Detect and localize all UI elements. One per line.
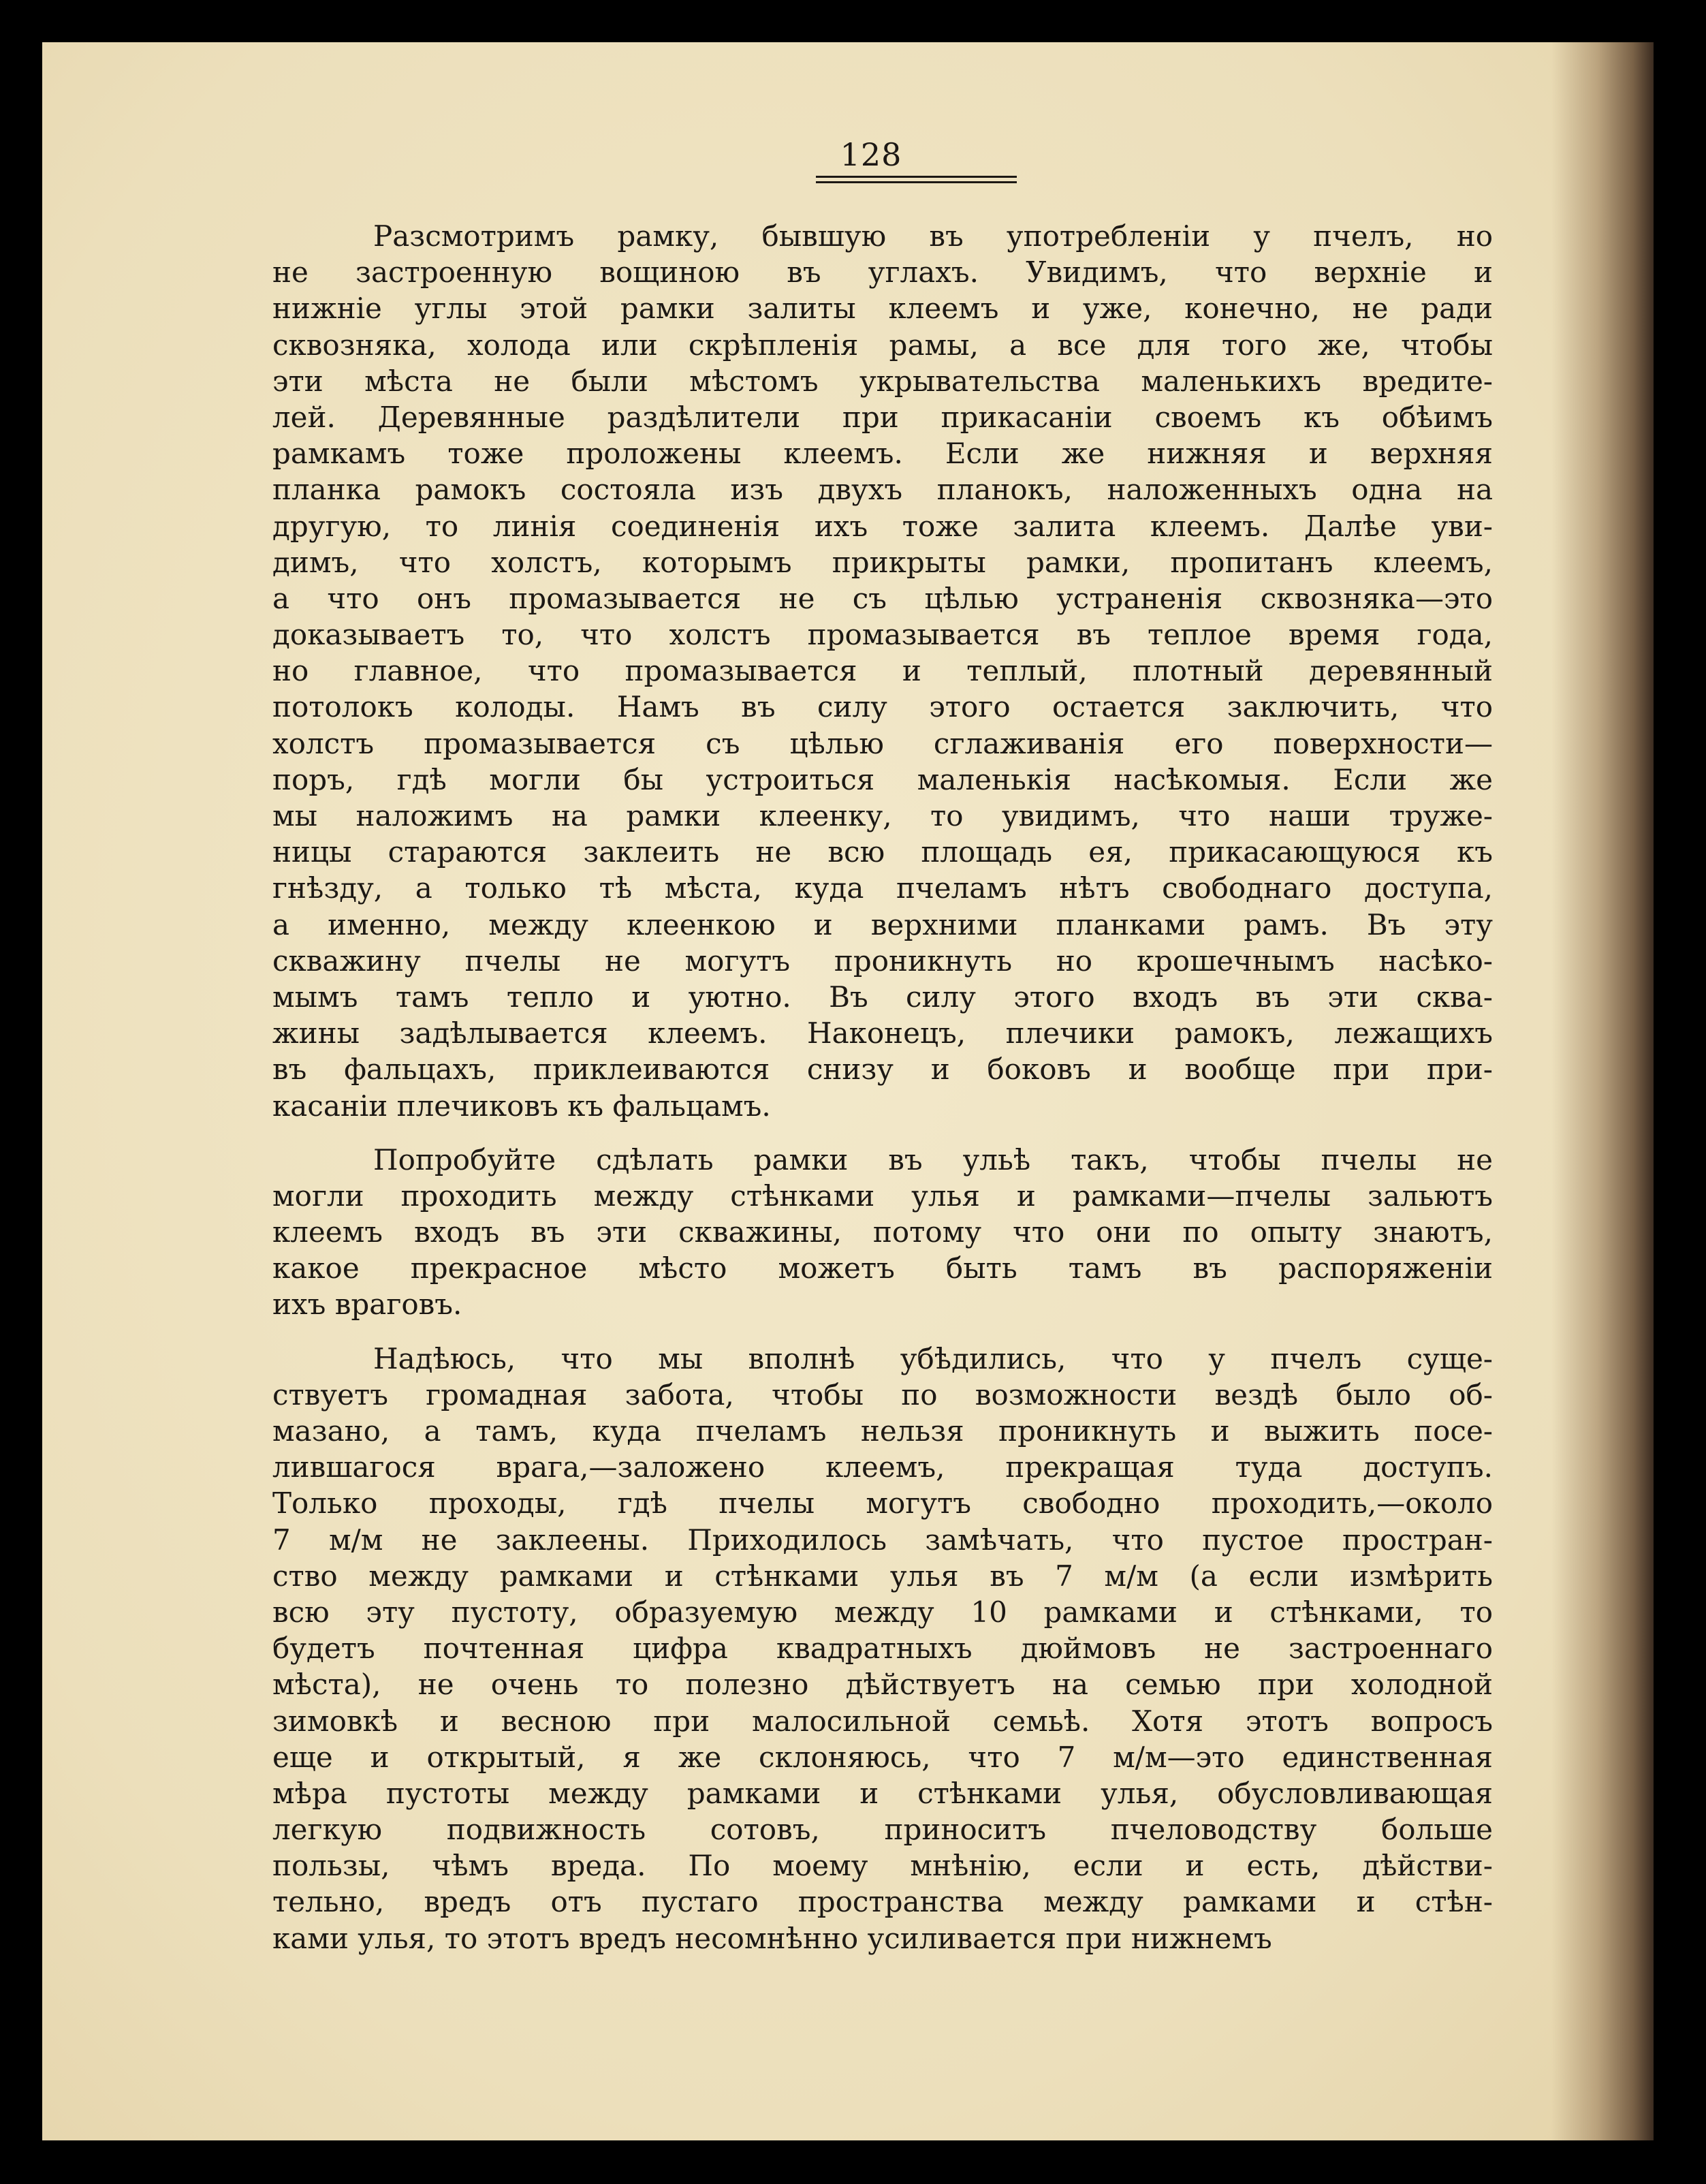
text-line: Попробуйте сдѣлать рамки въ ульѣ такъ, чтобы пчелы не: [373, 1142, 1493, 1176]
text-line: Надѣюсь, что мы вполнѣ убѣдились, что у пчелъ суще-: [373, 1341, 1493, 1375]
text-line: могли проходить между стѣнками улья и рамками—пчелы зальютъ: [272, 1179, 1493, 1213]
page-gutter-shadow: [1551, 42, 1654, 2140]
text-line: какое прекрасное мѣсто можетъ быть тамъ въ распоряженіи: [272, 1251, 1493, 1285]
text-line: мазано, а тамъ, куда пчеламъ нельзя проникнуть и выжить посе-: [272, 1414, 1493, 1448]
text-line: ство между рамками и стѣнками улья въ 7 м/м (а если измѣрить: [272, 1559, 1493, 1593]
text-line: сквозняка, холода или скрѣпленія рамы, а все для того же, чтобы: [272, 328, 1493, 362]
text-line: мымъ тамъ тепло и уютно. Въ силу этого входъ въ эти сква-: [272, 980, 1493, 1014]
text-line: нижніе углы этой рамки залиты клеемъ и уже, конечно, не ради: [272, 292, 1493, 326]
text-line: Только проходы, гдѣ пчелы могутъ свободно проходить,—около: [272, 1486, 1493, 1520]
text-line: но главное, что промазывается и теплый, плотный деревянный: [272, 654, 1493, 688]
text-line: 7 м/м не заклеены. Приходилось замѣчать, что пустое простран-: [272, 1523, 1493, 1557]
body-text: [272, 218, 1493, 1956]
paragraph: [272, 1341, 1493, 1956]
text-line: ницы стараются заклеить не всю площадь ея, прикасающуюся къ: [272, 835, 1493, 869]
paragraph: [272, 218, 1493, 1124]
text-line: а именно, между клеенкою и верхними планками рамъ. Въ эту: [272, 907, 1493, 941]
page-number: 128: [840, 136, 902, 173]
text-line: доказываетъ то, что холстъ промазывается въ теплое время года,: [272, 618, 1493, 652]
text-line: поръ, гдѣ могли бы устроиться маленькія насѣкомыя. Если же: [272, 762, 1493, 796]
text-line: потолокъ колоды. Намъ въ силу этого остается заключить, что: [272, 690, 1493, 724]
text-line: будетъ почтенная цифра квадратныхъ дюймовъ не застроеннаго: [272, 1632, 1493, 1666]
text-line: мы наложимъ на рамки клеенку, то увидимъ, что наши труже-: [272, 799, 1493, 832]
text-line: скважину пчелы не могутъ проникнуть но крошечнымъ насѣко-: [272, 943, 1493, 978]
text-line: эти мѣста не были мѣстомъ укрывательства маленькихъ вредите-: [272, 364, 1493, 398]
text-line: жины задѣлывается клеемъ. Наконецъ, плечики рамокъ, лежащихъ: [272, 1016, 1493, 1050]
paragraph-gap: [272, 1323, 1493, 1341]
text-line: мѣста), не очень то полезно дѣйствуетъ на семью при холодной: [272, 1668, 1493, 1702]
text-line: зимовкѣ и весною при малосильной семьѣ. Хотя этотъ вопросъ: [272, 1704, 1493, 1738]
text-line: пользы, чѣмъ вреда. По моему мнѣнію, если и есть, дѣйстви-: [272, 1849, 1493, 1883]
text-line: всю эту пустоту, образуемую между 10 рамками и стѣнками, то: [272, 1595, 1493, 1629]
text-line: клеемъ входъ въ эти скважины, потому что они по опыту знаютъ,: [272, 1215, 1493, 1249]
book-page: [42, 42, 1654, 2140]
text-line: лей. Деревянные раздѣлители при прикасаніи своемъ къ обѣимъ: [272, 400, 1493, 434]
text-line: Разсмотримъ рамку, бывшую въ употребленіи у пчелъ, но: [373, 219, 1493, 253]
paragraph-gap: [272, 1124, 1493, 1142]
text-line: другую, то линія соединенія ихъ тоже залита клеемъ. Далѣе уви-: [272, 509, 1493, 543]
page-number-rule: [816, 176, 1017, 183]
text-line: димъ, что холстъ, которымъ прикрыты рамки, пропитанъ клеемъ,: [272, 545, 1493, 579]
text-line: лившагося врага,—заложено клеемъ, прекращая туда доступъ.: [272, 1450, 1493, 1484]
text-line: гнѣзду, а только тѣ мѣста, куда пчеламъ нѣтъ свободнаго доступа,: [272, 871, 1493, 905]
text-line: мѣра пустоты между рамками и стѣнками улья, обусловливающая: [272, 1776, 1493, 1810]
text-line: еще и открытый, я же склоняюсь, что 7 м/м—это единственная: [272, 1740, 1493, 1774]
paragraph: [272, 1142, 1493, 1323]
text-line: ками улья, то этотъ вредъ несомнѣнно усиливается при нижнемъ: [272, 1921, 1272, 1955]
text-line: тельно, вредъ отъ пустаго пространства между рамками и стѣн-: [272, 1885, 1493, 1919]
text-line: касаніи плечиковъ къ фальцамъ.: [272, 1089, 771, 1123]
text-line: планка рамокъ состояла изъ двухъ планокъ, наложенныхъ одна на: [272, 473, 1493, 507]
text-line: рамкамъ тоже проложены клеемъ. Если же нижняя и верхняя: [272, 437, 1493, 471]
text-line: въ фальцахъ, приклеиваются снизу и боковъ и вообще при при-: [272, 1052, 1493, 1087]
text-line: ихъ враговъ.: [272, 1288, 462, 1322]
text-line: холстъ промазывается съ цѣлью сглаживанія его поверхности—: [272, 726, 1493, 760]
text-line: не застроенную вощиною въ углахъ. Увидимъ, что верхніе и: [272, 255, 1493, 290]
text-line: ствуетъ громадная забота, чтобы по возможности вездѣ было об-: [272, 1377, 1493, 1411]
text-line: а что онъ промазывается не съ цѣлью устраненія сквозняка—это: [272, 581, 1493, 615]
text-line: легкую подвижность сотовъ, приноситъ пчеловодству больше: [272, 1813, 1493, 1847]
